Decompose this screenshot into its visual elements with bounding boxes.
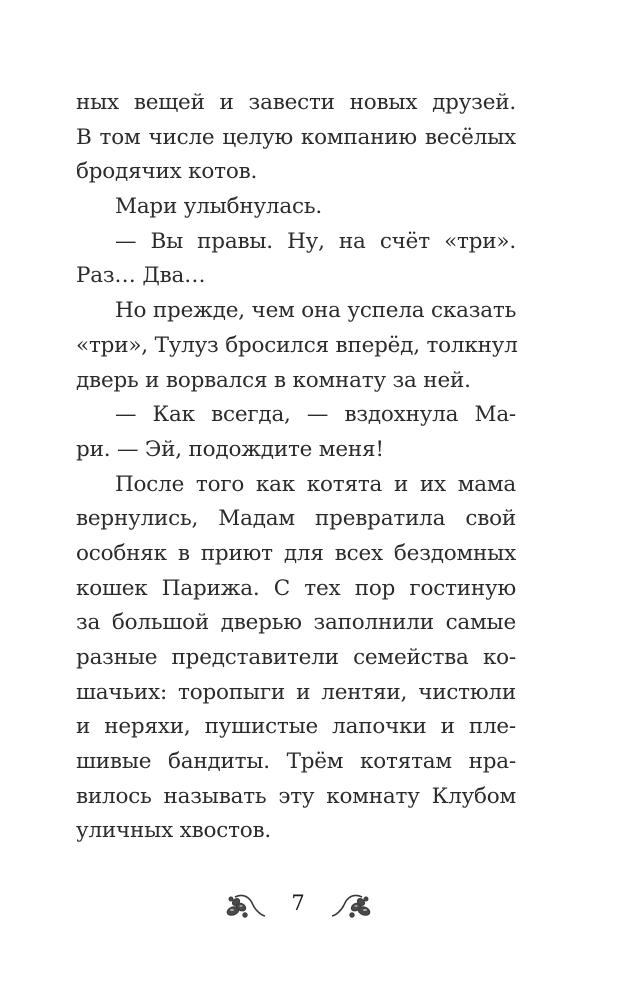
text-line: Мари улыбнулась.: [115, 194, 322, 220]
text-line: за большой дверью заполнили самые: [76, 610, 516, 636]
text-line: — Как всегда, — вздохнула Ма-: [115, 402, 516, 428]
body-text: [76, 86, 516, 849]
text-line: и неряхи, пушистые лапочки и пле-: [76, 714, 516, 740]
text-line: — Вы правы. Ну, на счёт «три».: [115, 228, 516, 254]
text-line: ри. — Эй, подождите меня!: [76, 436, 384, 462]
text-line: дверь и ворвался в комнату за ней.: [76, 367, 471, 393]
text-line: шивые бандиты. Трём котятам нра-: [76, 749, 516, 775]
text-line: уличных хвостов.: [76, 818, 272, 844]
page-number: 7: [291, 891, 305, 915]
text-line: Раз… Два…: [76, 263, 206, 289]
page-footer: [0, 885, 619, 925]
text-line: шачьих: торопыги и лентяи, чистюли: [76, 679, 516, 705]
floral-ornament-icon: [223, 885, 267, 925]
floral-ornament-icon: [330, 885, 374, 925]
text-line: кошек Парижа. С тех пор гостиную: [76, 575, 516, 601]
text-line: особняк в приют для всех бездомных: [76, 540, 516, 566]
text-line: бродячих котов.: [76, 159, 258, 185]
text-line: В том числе целую компанию весёлых: [76, 124, 516, 150]
text-line: После того как котята и их мама: [115, 471, 516, 497]
text-line: вилось называть эту комнату Клубом: [76, 783, 516, 809]
text-line: ных вещей и завести новых друзей.: [76, 90, 516, 115]
text-line: вернулись, Мадам превратила свой: [76, 506, 516, 532]
text-line: «три», Тулуз бросился вперёд, толкнул: [76, 332, 518, 358]
text-line: разные представители семейства ко-: [76, 645, 516, 670]
text-line: Но прежде, чем она успела сказать: [115, 298, 517, 324]
